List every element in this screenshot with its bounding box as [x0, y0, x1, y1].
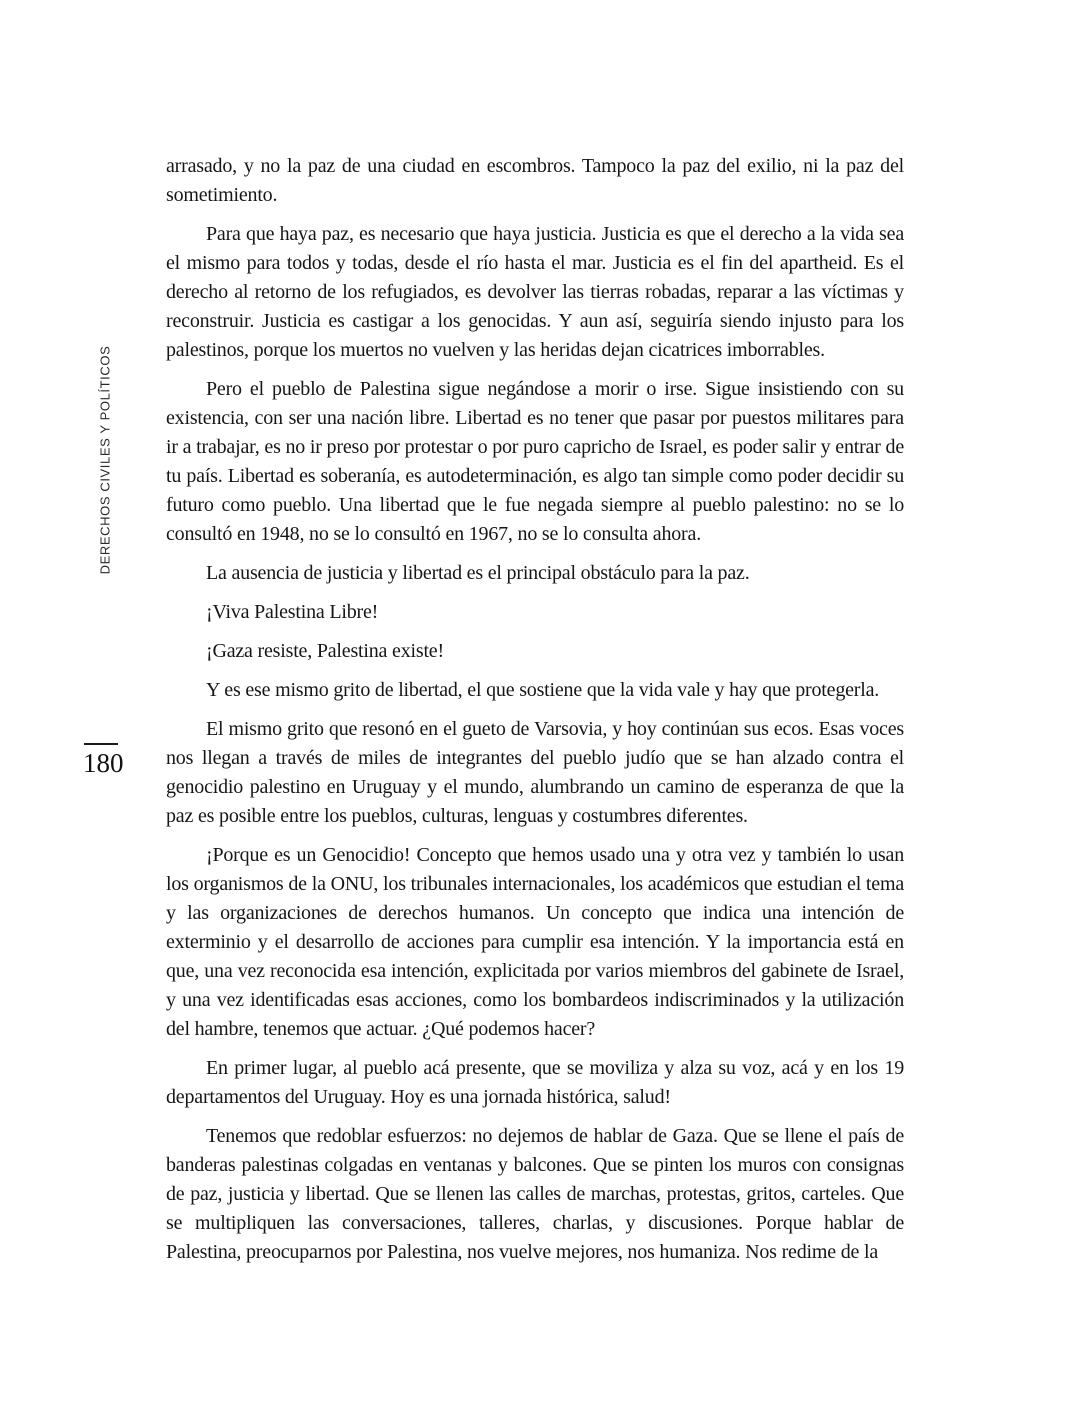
paragraph: La ausencia de justicia y libertad es el principal obstáculo para la paz.	[206, 562, 750, 584]
paragraph: El mismo grito que resonó en el gueto de Varsovia, y hoy continúan sus ecos. Esas voces nos llegan a través de miles de integrantes del pueblo judío que se han alzado contra el genocidio palestino en Uruguay y el mundo, alumbrando un camino de esperanza de que la paz es posible entre los pueblos, culturas, lenguas y costumbres diferentes.	[166, 718, 904, 827]
page-number-rule	[84, 743, 118, 745]
paragraph: arrasado, y no la paz de una ciudad en escombros. Tampoco la paz del exilio, ni la paz del sometimiento.	[166, 155, 904, 206]
paragraph: Y es ese mismo grito de libertad, el que sostiene que la vida vale y hay que protegerla.	[206, 679, 880, 701]
page-number-block	[83, 743, 124, 778]
paragraph: ¡Gaza resiste, Palestina existe!	[206, 640, 444, 662]
body-text-column	[166, 152, 904, 1277]
paragraph: ¡Viva Palestina Libre!	[206, 601, 379, 623]
paragraph: En primer lugar, al pueblo acá presente, que se moviliza y alza su voz, acá y en los 19 departamentos del Uruguay. Hoy es una jornada histórica, salud!	[166, 1057, 904, 1108]
paragraph: ¡Porque es un Genocidio! Concepto que hemos usado una y otra vez y también lo usan los organismos de la ONU, los tribunales internacionales, los académicos que estudian el tema y las organizaciones de derechos humanos. Un concepto que indica una intención de exterminio y el desarrollo de acciones para cumplir esa intención. Y la importancia está en que, una vez reconocida esa intención, explicitada por varios miembros del gabinete de Israel, y una vez identificadas esas acciones, como los bombardeos indiscriminados y la utilización del hambre, tenemos que actuar. ¿Qué podemos hacer?	[166, 844, 904, 1040]
paragraph: Para que haya paz, es necesario que haya justicia. Justicia es que el derecho a la vida sea el mismo para todos y todas, desde el río hasta el mar. Justicia es el fin del apartheid. Es el derecho al retorno de los refugiados, es devolver las tierras robadas, reparar a las víctimas y reconstruir. Justicia es castigar a los genocidas. Y aun así, seguiría siendo injusto para los palestinos, porque los muertos no vuelven y las heridas dejan cicatrices imborrables.	[166, 223, 904, 361]
page-number: 180	[83, 748, 124, 778]
paragraph: Tenemos que redoblar esfuerzos: no dejemos de hablar de Gaza. Que se llene el país de banderas palestinas colgadas en ventanas y balcones. Que se pinten los muros con consignas de paz, justicia y libertad. Que se llenen las calles de marchas, protestas, gritos, carteles. Que se multipliquen las conversaciones, talleres, charlas, y discusiones. Porque hablar de Palestina, preocuparnos por Palestina, nos vuelve mejores, nos humaniza. Nos redime de la	[166, 1125, 904, 1263]
chapter-sidebar-label: DERECHOS CIVILES Y POLÍTICOS	[97, 345, 113, 575]
paragraph: Pero el pueblo de Palestina sigue negándose a morir o irse. Sigue insistiendo con su existencia, con ser una nación libre. Libertad es no tener que pasar por puestos militares para ir a trabajar, es no ir preso por protestar o por puro capricho de Israel, es poder salir y entrar de tu país. Libertad es soberanía, es autodeterminación, es algo tan simple como poder decidir su futuro como pueblo. Una libertad que le fue negada siempre al pueblo palestino: no se lo consultó en 1948, no se lo consultó en 1967, no se lo consulta ahora.	[166, 378, 904, 545]
